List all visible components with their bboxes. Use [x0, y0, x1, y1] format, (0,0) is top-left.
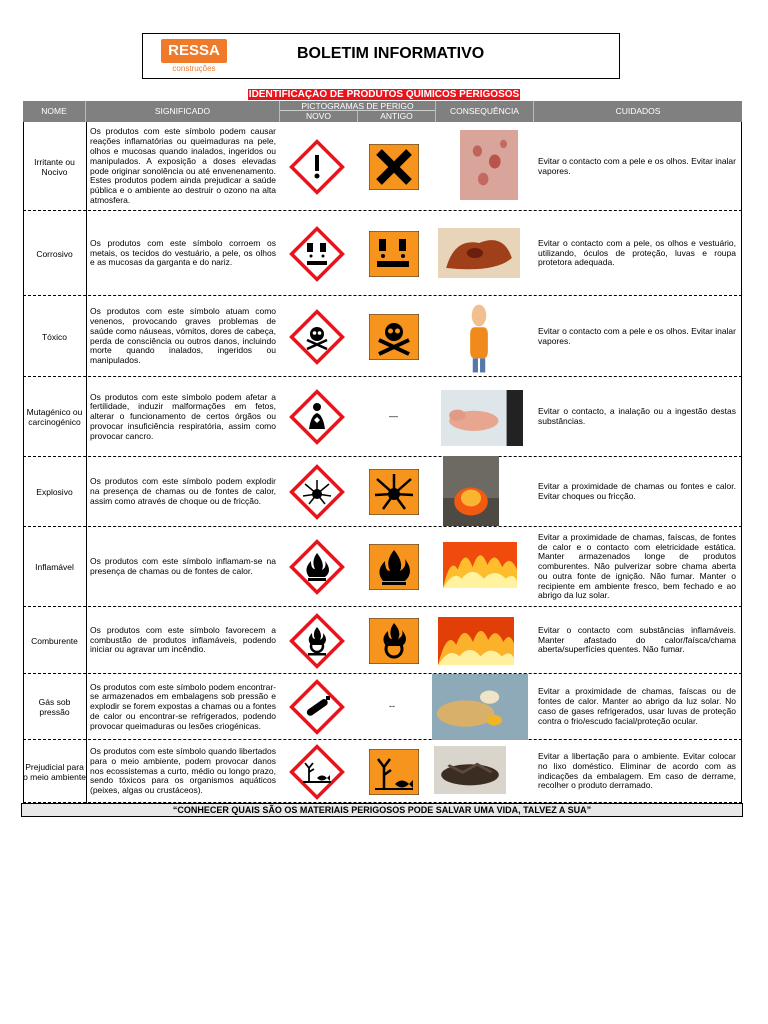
hazard-name	[23, 607, 86, 674]
hazard-care-text: Evitar a proximidade de chamas, faíscas ou de fontes de calor. Manter ao abrigo da luz solar. No caso de gases refrigerados, usar luvas de proteção contra o frio/escudo facial/proteção ocular.	[538, 686, 736, 726]
hazard-name-text: Explosivo	[36, 487, 73, 497]
hazard-meaning	[90, 377, 276, 457]
hazard-meaning-text: Os produtos com este símbolo favorecem a combustão de produtos inflamáveis, podendo iniciar ou agravar um incêndio.	[90, 624, 276, 655]
flame-icon	[289, 539, 345, 600]
hazard-care-text: Evitar o contacto, a inalação ou a ingestão destas substâncias.	[538, 406, 736, 426]
col-consequencia: CONSEQUÊNCIA	[436, 101, 534, 122]
hazard-care	[538, 674, 736, 740]
footer-banner: “CONHECER QUAIS SÃO OS MATERIAIS PERIGOSOS PODE SALVAR UMA VIDA, TALVEZ A SUA”	[21, 803, 743, 817]
table-row	[23, 211, 742, 296]
table-row	[23, 457, 742, 527]
hazard-name-text: Mutagénico ou carcinogénico	[26, 407, 83, 427]
hazard-meaning-text: Os produtos com este símbolo atuam como venenos, provocando graves problemas de saúde como náuseas, vómitos, dores de cabeça, perda de consciência ou outros danos, incluindo morte quando inalados, ingeridos ou manipulados.	[90, 306, 276, 366]
table-row	[23, 377, 742, 457]
subtitle	[0, 84, 768, 102]
logo-subtext: construções	[172, 64, 216, 73]
hazard-name-text: Gás sob pressão	[38, 697, 71, 717]
hazard-name	[23, 296, 86, 377]
environment-old-icon	[369, 749, 419, 800]
hazard-care	[538, 296, 736, 377]
logo-text: RESSA	[161, 39, 227, 63]
hazard-name	[23, 122, 86, 211]
col-novo: NOVO	[280, 111, 358, 122]
hazard-meaning-text: Os produtos com este símbolo quando libertados para o meio ambiente, podem provocar danos nos ecossistemas a curto, médio ou longo prazo, sendo tóxicos para os organismos aquáticos (peixes, algas ou crustáceos).	[90, 746, 276, 796]
exclamation-icon	[289, 139, 345, 200]
burned-hand-image	[438, 228, 520, 283]
hazard-name	[23, 457, 86, 527]
col-pictogramas: PICTOGRAMAS DE PERIGO	[280, 101, 436, 111]
company-logo	[161, 39, 229, 73]
hazard-name-text: Irritante ou Nocivo	[34, 156, 75, 177]
hazard-care	[538, 122, 736, 211]
hazard-meaning	[90, 122, 276, 211]
hazard-name-text: Prejudicial para o meio ambiente	[23, 761, 86, 782]
hazard-care	[538, 740, 736, 803]
flame-old-icon	[369, 544, 419, 595]
hazard-meaning	[90, 211, 276, 296]
hazard-table	[23, 101, 742, 803]
hazard-meaning	[90, 457, 276, 527]
hazard-meaning-text: Os produtos com este símbolo podem causar reações inflamatórias ou queimaduras na pele, olhos e mucosas quando inalados, ingeridos ou manipulados. A exposição a doses elevadas pode originar sonolência ou até envenenamento. Estes produtos podem ainda prejudicar a saúde pública e o ambiente ao destruir o ozono na alta atmosfera.	[90, 126, 276, 205]
table-row	[23, 296, 742, 377]
hazard-meaning	[90, 607, 276, 674]
hazard-care-text: Evitar o contacto com a pele e os olhos. Evitar inalar vapores.	[538, 155, 736, 176]
flame-over-circle-icon	[289, 613, 345, 674]
hazard-meaning	[90, 527, 276, 607]
hazard-name	[23, 740, 86, 803]
hazard-care-text: Evitar o contacto com a pele e os olhos. Evitar inalar vapores.	[538, 325, 736, 346]
hazard-name-text: Corrosivo	[36, 248, 73, 259]
explosion-photo-image	[443, 456, 499, 531]
explosion-icon	[289, 464, 345, 525]
explosion-old-icon	[369, 469, 419, 520]
table-row	[23, 674, 742, 740]
hazard-name	[23, 674, 86, 740]
skin-rash-image	[460, 130, 518, 205]
hazard-name	[23, 377, 86, 457]
baby-image	[441, 390, 523, 451]
skull-icon	[289, 309, 345, 370]
table-row	[23, 122, 742, 211]
hazard-meaning-text: Os produtos com este símbolo corroem os metais, os tecidos do vestuário, a pele, os olhos e as mucosas da garganta e do nariz.	[90, 237, 276, 268]
frozen-hand-image	[432, 674, 528, 745]
col-nome: NOME	[23, 101, 86, 122]
hazard-care	[538, 377, 736, 457]
skull-old-icon	[369, 314, 419, 365]
hazard-care-text: Evitar o contacto com a pele, os olhos e vestuário, utilizando, óculos de proteção, luvas e roupa protetora adequada.	[538, 237, 736, 268]
hazard-meaning-text: Os produtos com este símbolo inflamam-se na presença de chamas ou de fontes de calor.	[90, 556, 276, 576]
hazard-name	[23, 527, 86, 607]
hazard-name-text: Inflamável	[35, 562, 74, 572]
fire-image-2	[438, 617, 514, 670]
hazard-care	[538, 527, 736, 607]
hazard-meaning-text: Os produtos com este símbolo podem afetar a fertilidade, induzir malformações em fetos, alterar o funcionamento de certos órgãos ou provocar insuficiência respiratória, assim como provocar cancro.	[90, 391, 276, 441]
hazard-care	[538, 457, 736, 527]
x-cross-icon	[369, 144, 419, 195]
corrosion-old-icon	[369, 231, 419, 282]
gas-cylinder-icon	[289, 679, 345, 740]
hazard-meaning-text: Os produtos com este símbolo podem encontrar-se armazenados em embalagens sob pressão e explodir se forem expostas a chamas ou a fontes de calor ou encontrar-se refrigerados, podendo provocar queimaduras ou lesões criogénicas.	[90, 681, 276, 731]
table-row	[23, 740, 742, 803]
col-cuidados: CUIDADOS	[534, 101, 742, 122]
sick-person-image	[453, 296, 505, 379]
corrosion-icon	[289, 226, 345, 287]
hazard-care-text: Evitar a libertação para o ambiente. Evitar colocar no lixo doméstico. Eliminar de acordo com as indicações da embalagem. Em caso de derrame, recolher o produto derramado.	[538, 750, 736, 791]
col-antigo: ANTIGO	[358, 111, 436, 122]
col-significado: SIGNIFICADO	[86, 101, 280, 122]
hazard-meaning	[90, 740, 276, 803]
hazard-meaning	[90, 674, 276, 740]
table-row	[23, 607, 742, 674]
no-old-pictogram: --	[389, 701, 395, 711]
fire-image	[443, 542, 517, 593]
hazard-name-text: Comburente	[31, 635, 78, 646]
flame-over-circle-old-icon	[369, 618, 419, 669]
hazard-meaning	[90, 296, 276, 377]
health-hazard-icon	[289, 389, 345, 450]
hazard-care-text: Evitar a proximidade de chamas, faíscas, de fontes de calor e o contacto com eletricidade estática. Manter armazenados longe de produtos comburentes. Não pulverizar sobre chama aberta ou outra fonte de ignição. Não fumar. Manter o recipiente em ambiente fresco, bem fechado e ao abrigo da luz solar.	[538, 531, 736, 601]
hazard-name	[23, 211, 86, 296]
header-box	[142, 33, 620, 79]
hazard-care	[538, 607, 736, 674]
environment-icon	[289, 744, 345, 805]
no-old-pictogram: —	[389, 411, 398, 421]
hazard-name-text: Tóxico	[41, 331, 68, 342]
subtitle-text: IDENTIFICAÇÃO DE PRODUTOS QUÍMICOS PERIGOSOS	[248, 89, 520, 100]
oiled-animal-image	[434, 746, 506, 799]
hazard-meaning-text: Os produtos com este símbolo podem explodir na presença de chamas ou de fontes de calor, assim como através de choque ou de fricção.	[90, 476, 276, 506]
table-row	[23, 527, 742, 607]
hazard-care-text: Evitar a proximidade de chamas ou fontes e calor. Evitar choques ou fricção.	[538, 481, 736, 501]
document-title: BOLETIM INFORMATIVO	[297, 45, 485, 62]
hazard-care	[538, 211, 736, 296]
hazard-care-text: Evitar o contacto com substâncias inflamáveis. Manter afastado do calor/faísca/chama aberta/superfícies quentes. Não fumar.	[538, 624, 736, 655]
